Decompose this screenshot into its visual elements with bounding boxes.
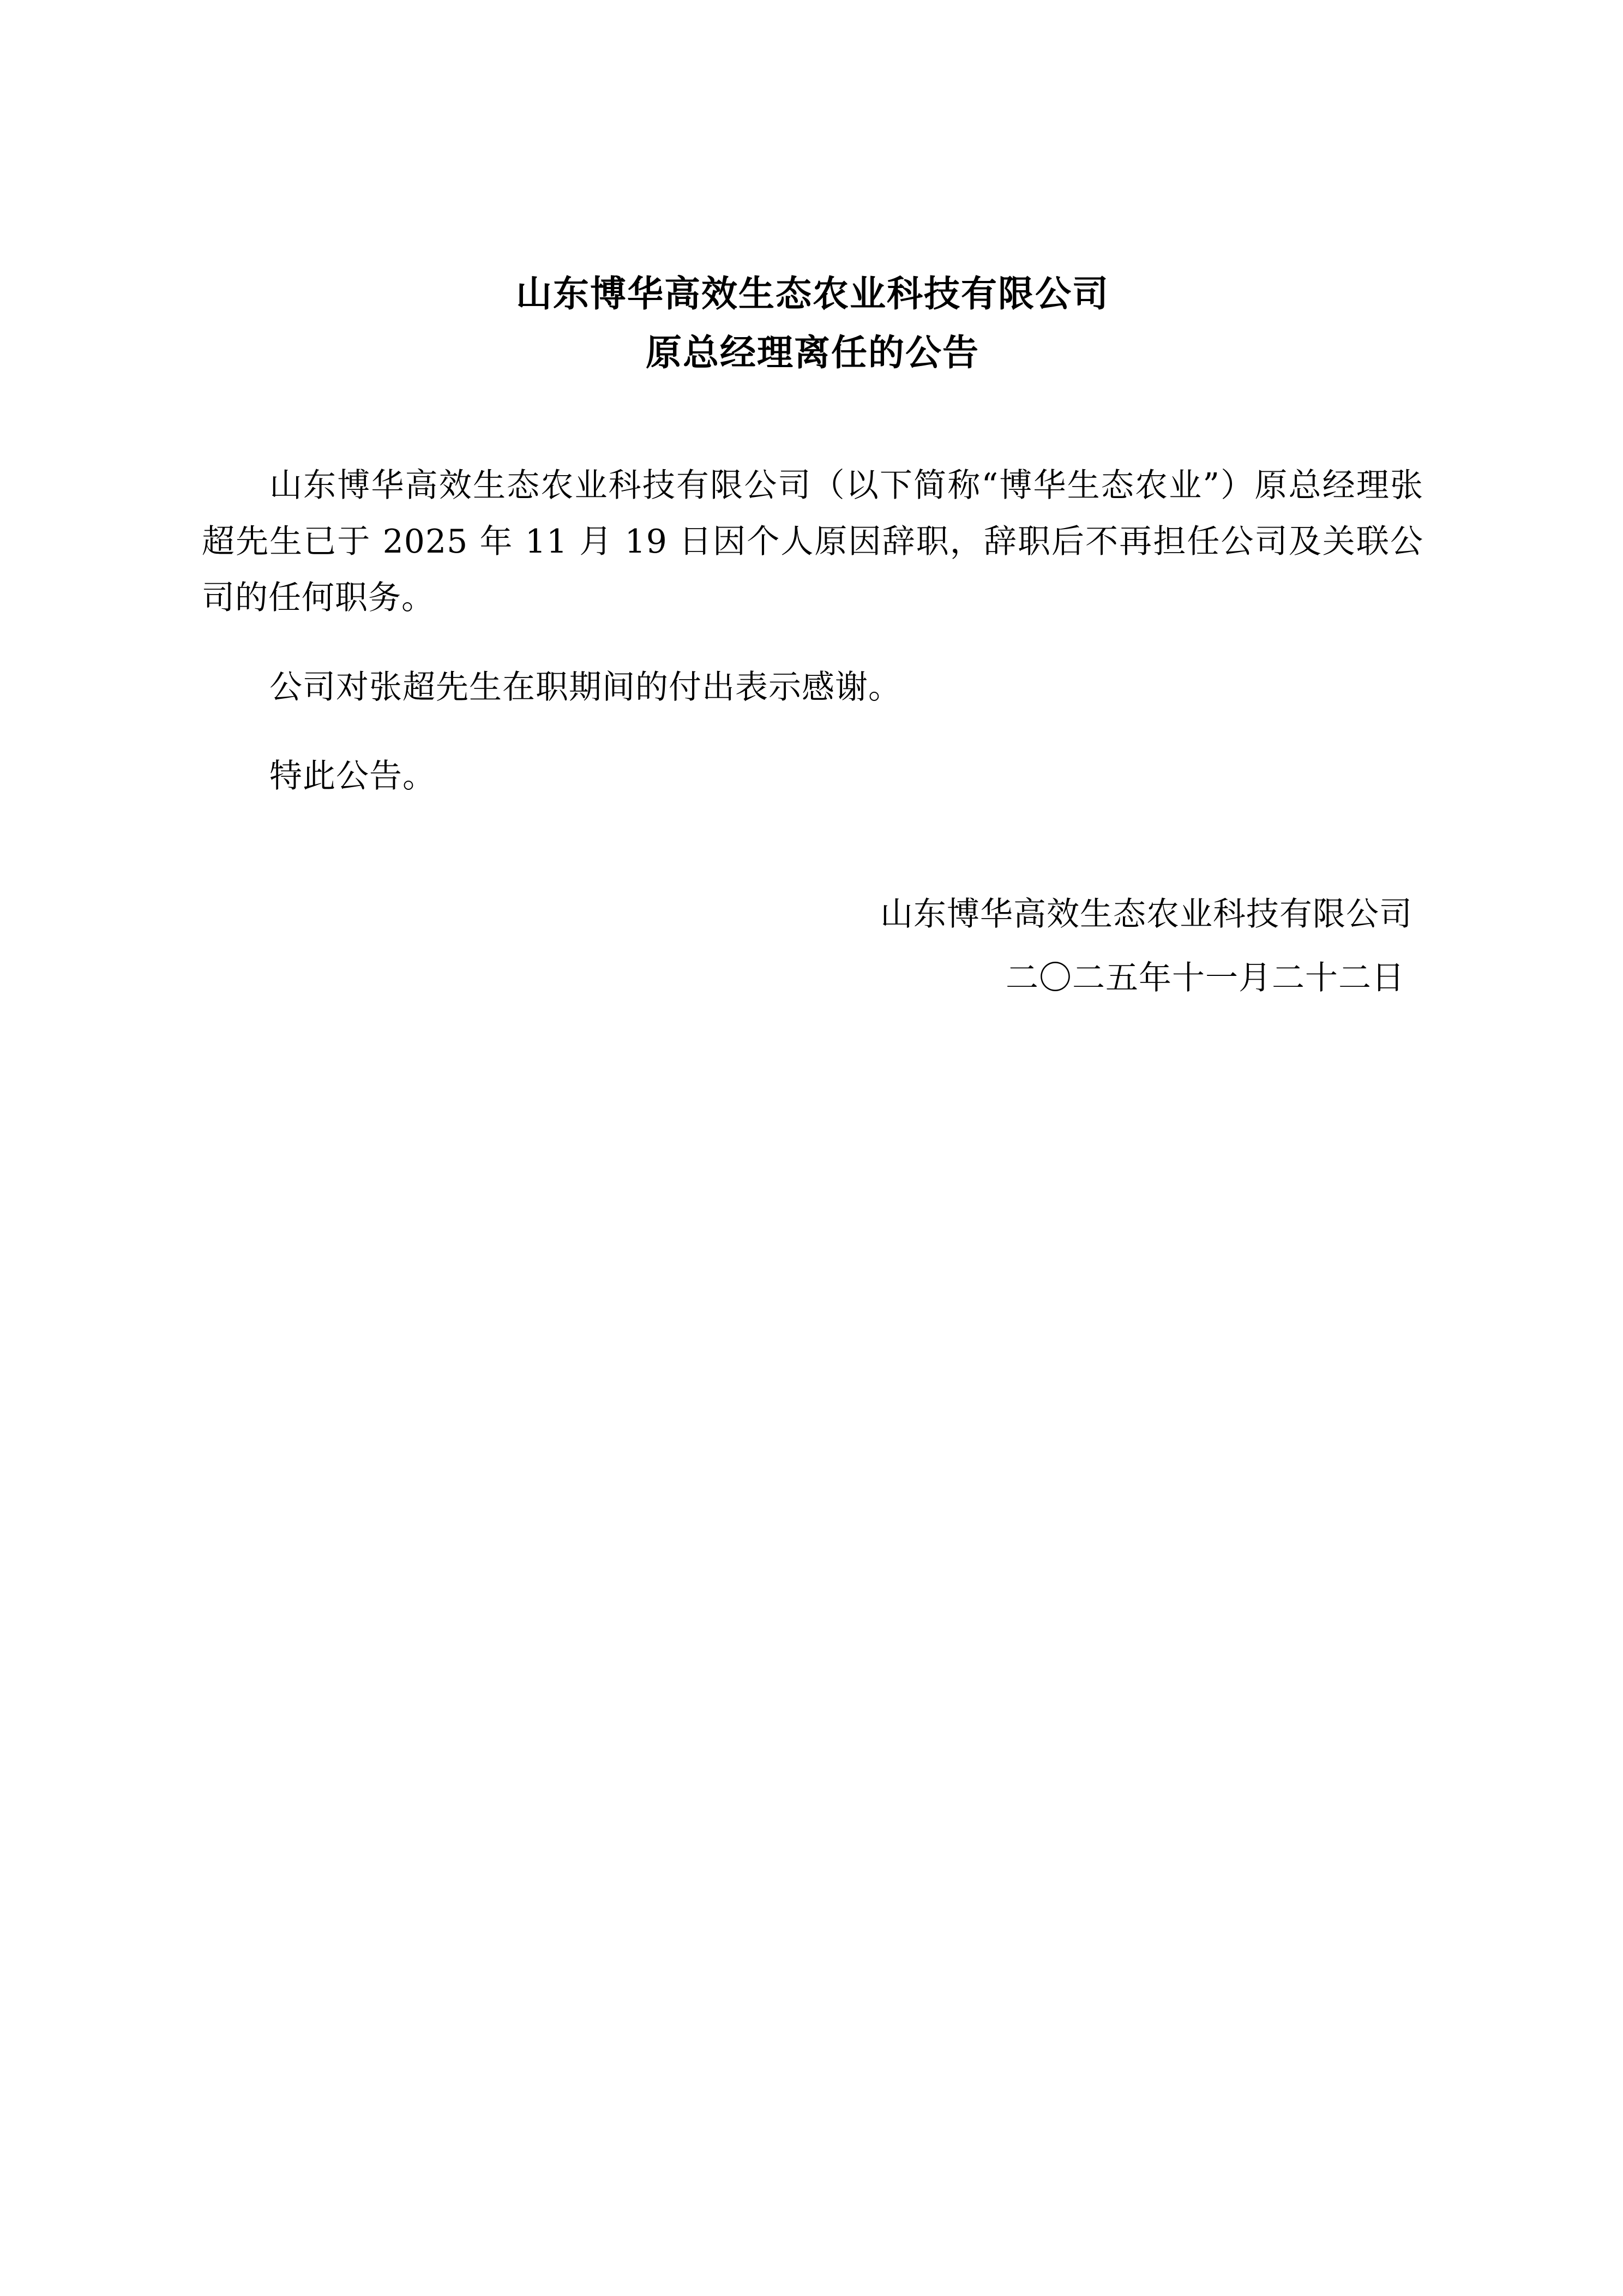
title-line-2: 原总经理离任的公告 (646, 331, 979, 374)
signature-date: 二〇二五年十一月二十二日 (1006, 959, 1405, 998)
signature-block (202, 886, 1423, 1006)
title-line-1: 山东博华高效生态农业科技有限公司 (516, 272, 1109, 315)
document-content (202, 272, 1423, 1006)
paragraph-2: 公司对张超先生在职期间的付出表示感谢。 (269, 668, 901, 706)
page-title (202, 272, 1423, 374)
paragraph-1: 山东博华高效生态农业科技有限公司（以下简称“博华生态农业”）原总经理张超先生已于 2025 年 11 月 19 日因个人原因辞职，辞职后不再担任公司及关联公司的任何职务。 (202, 466, 1423, 618)
signature-company: 山东博华高效生态农业科技有限公司 (880, 895, 1412, 933)
document-body (202, 458, 1423, 805)
paragraph-3: 特此公告。 (269, 757, 436, 795)
